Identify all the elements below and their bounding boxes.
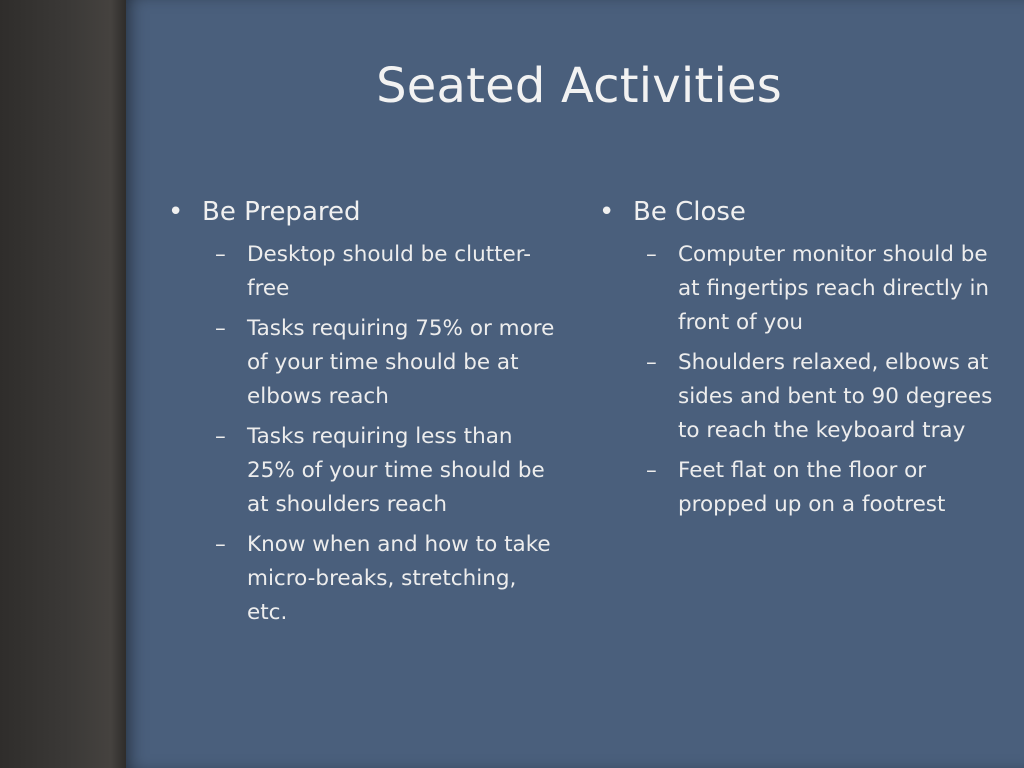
- list-item: [163, 312, 563, 414]
- slide-title: Seated Activities: [376, 58, 782, 114]
- list-item-text: Know when and how to take micro-breaks, stretching, etc.: [247, 531, 551, 625]
- dash-icon: –: [215, 315, 226, 341]
- list-item-text: Tasks requiring 75% or more of your time should be at elbows reach: [247, 315, 555, 409]
- list-item: [163, 528, 563, 630]
- dash-icon: –: [646, 349, 657, 375]
- list-item-text: Tasks requiring less than 25% of your time should be at shoulders reach: [247, 423, 545, 517]
- dash-icon: –: [215, 531, 226, 557]
- bullet-dot-icon: •: [168, 197, 184, 227]
- bullet-heading-text: Be Close: [633, 197, 746, 227]
- dash-icon: –: [215, 241, 226, 267]
- list-item-text: Computer monitor should be at fingertips reach directly in front of you: [678, 241, 990, 335]
- list-item-text: Feet flat on the floor or propped up on a footrest: [678, 457, 946, 517]
- bullet-heading: [594, 196, 1004, 230]
- side-band: [0, 0, 126, 768]
- left-column: [163, 196, 563, 636]
- dash-icon: –: [646, 241, 657, 267]
- list-item: [163, 238, 563, 306]
- list-item-text: Desktop should be clutter-free: [247, 241, 532, 301]
- list-item: [594, 346, 1004, 448]
- bullet-dot-icon: •: [599, 197, 615, 227]
- list-item-text: Shoulders relaxed, elbows at sides and bent to 90 degrees to reach the keyboard tray: [678, 349, 993, 443]
- sub-list: [594, 238, 1004, 522]
- bullet-heading: [163, 196, 563, 230]
- right-column: [594, 196, 1004, 528]
- dash-icon: –: [215, 423, 226, 449]
- sub-list: [163, 238, 563, 630]
- dash-icon: –: [646, 457, 657, 483]
- bullet-heading-text: Be Prepared: [202, 197, 361, 227]
- list-item: [594, 454, 1004, 522]
- list-item: [163, 420, 563, 522]
- list-item: [594, 238, 1004, 340]
